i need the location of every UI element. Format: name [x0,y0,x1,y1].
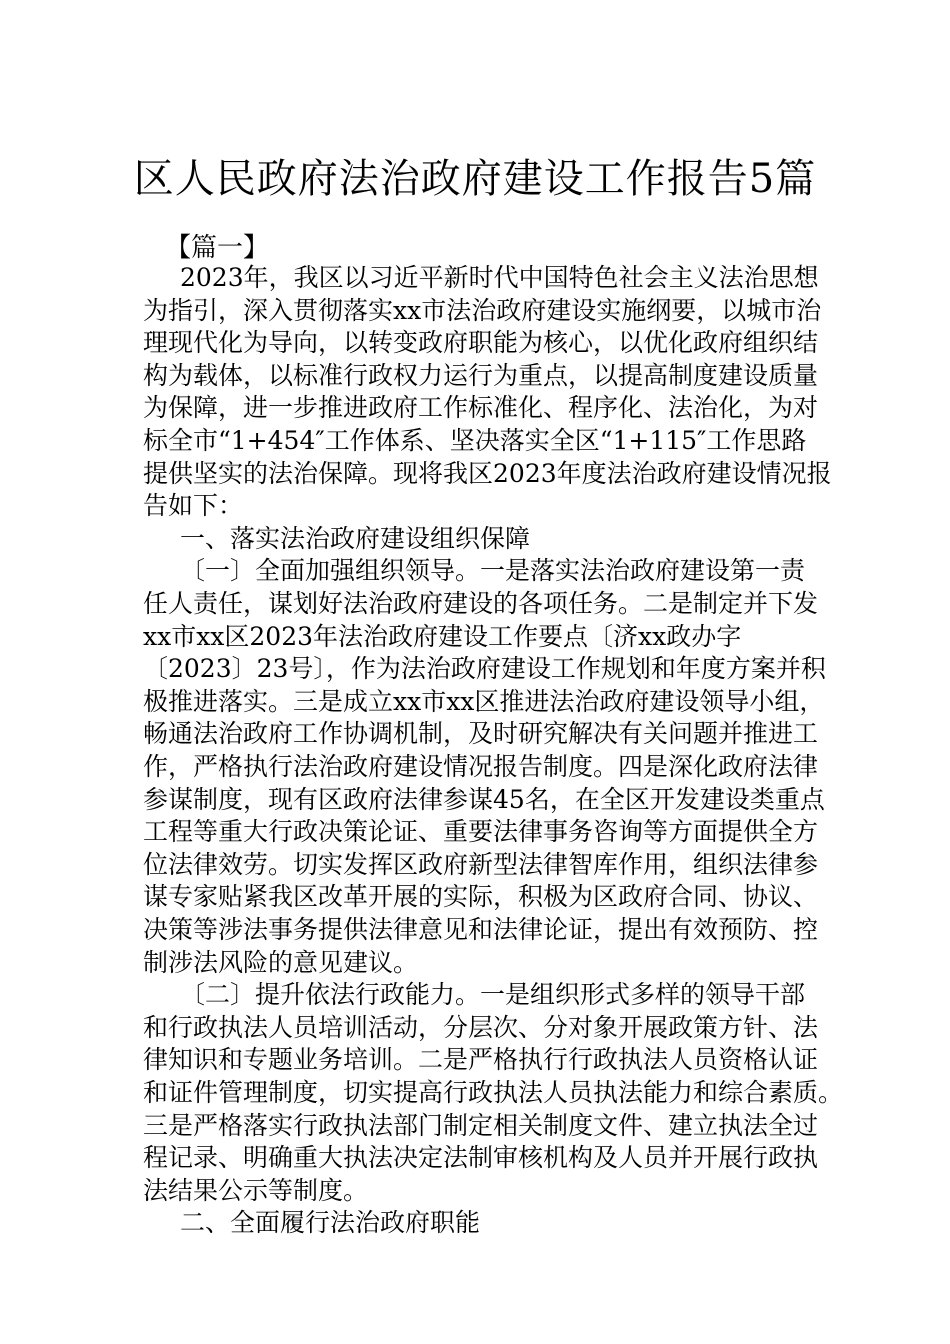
intro-line: 构为载体，以标准行政权力运行为重点，以提高制度建设质量 [143,361,819,390]
sub1-line: 〔一〕全面加强组织领导。一是落实法治政府建设第一责 [180,556,806,585]
sub2-line: 律知识和专题业务培训。二是严格执行行政执法人员资格认证 [143,1045,819,1074]
intro-line: 提供坚实的法治保障。现将我区2023年度法治政府建设情况报 [143,459,832,488]
intro-line: 告如下： [143,491,244,520]
sub2-line: 和证件管理制度，切实提高行政执法人员执法能力和综合素质。 [143,1078,844,1107]
sub1-line: 工程等重大行政决策论证、重要法律事务咨询等方面提供全方 [143,817,819,846]
sub1-line: 制涉法风险的意见建议。 [143,948,419,977]
sub1-line: 任人责任，谋划好法治政府建设的各项任务。二是制定并下发 [143,589,819,618]
intro-line: 标全市“1+454″工作体系、坚决落实全区“1+115″工作思路 [143,426,807,455]
sub1-line: 位法律效劳。切实发挥区政府新型法律智库作用，组织法律参 [143,850,819,879]
intro-line: 为指引，深入贯彻落实xx市法治政府建设实施纲要，以城市治 [143,296,822,325]
sub1-line: 决策等涉法事务提供法律意见和法律论证，提出有效预防、控 [143,915,819,944]
sub1-line: 作，严格执行法治政府建设情况报告制度。四是深化政府法律 [143,752,819,781]
sub2-line: 法结果公示等制度。 [143,1176,369,1205]
sub1-line: 畅通法治政府工作协调机制，及时研究解决有关问题并推进工 [143,719,819,748]
sub2-line: 程记录、明确重大执法决定法制审核机构及人员并开展行政执 [143,1143,819,1172]
section-heading-2: 二、全面履行法治政府职能 [180,1208,481,1237]
document-title: 区人民政府法治政府建设工作报告5篇 [133,156,817,202]
sub1-line: 谋专家贴紧我区改革开展的实际，积极为区政府合同、协议、 [143,882,819,911]
intro-line: 理现代化为导向，以转变政府职能为核心，以优化政府组织结 [143,328,819,357]
sub2-line: 〔二〕提升依法行政能力。一是组织形式多样的领导干部 [180,980,806,1009]
intro-line: 为保障，进一步推进政府工作标准化、程序化、法治化，为对 [143,393,819,422]
sub1-line: xx市xx区2023年法治政府建设工作要点〔济xx政办字 [143,622,742,651]
intro-line: 2023年，我区以习近平新时代中国特色社会主义法治思想 [180,263,819,292]
part-label: 【篇一】 [165,233,270,263]
sub2-line: 和行政执法人员培训活动，分层次、分对象开展政策方针、法 [143,1013,819,1042]
section-heading-1: 一、落实法治政府建设组织保障 [180,524,531,553]
sub2-line: 三是严格落实行政执法部门制定相关制度文件、建立执法全过 [143,1111,819,1140]
sub1-line: 参谋制度，现有区政府法律参谋45名，在全区开发建设类重点 [143,785,825,814]
sub1-line: 〔2023〕23号〕，作为法治政府建设工作规划和年度方案并积 [143,654,826,683]
sub1-line: 极推进落实。三是成立xx市xx区推进法治政府建设领导小组， [143,687,825,716]
